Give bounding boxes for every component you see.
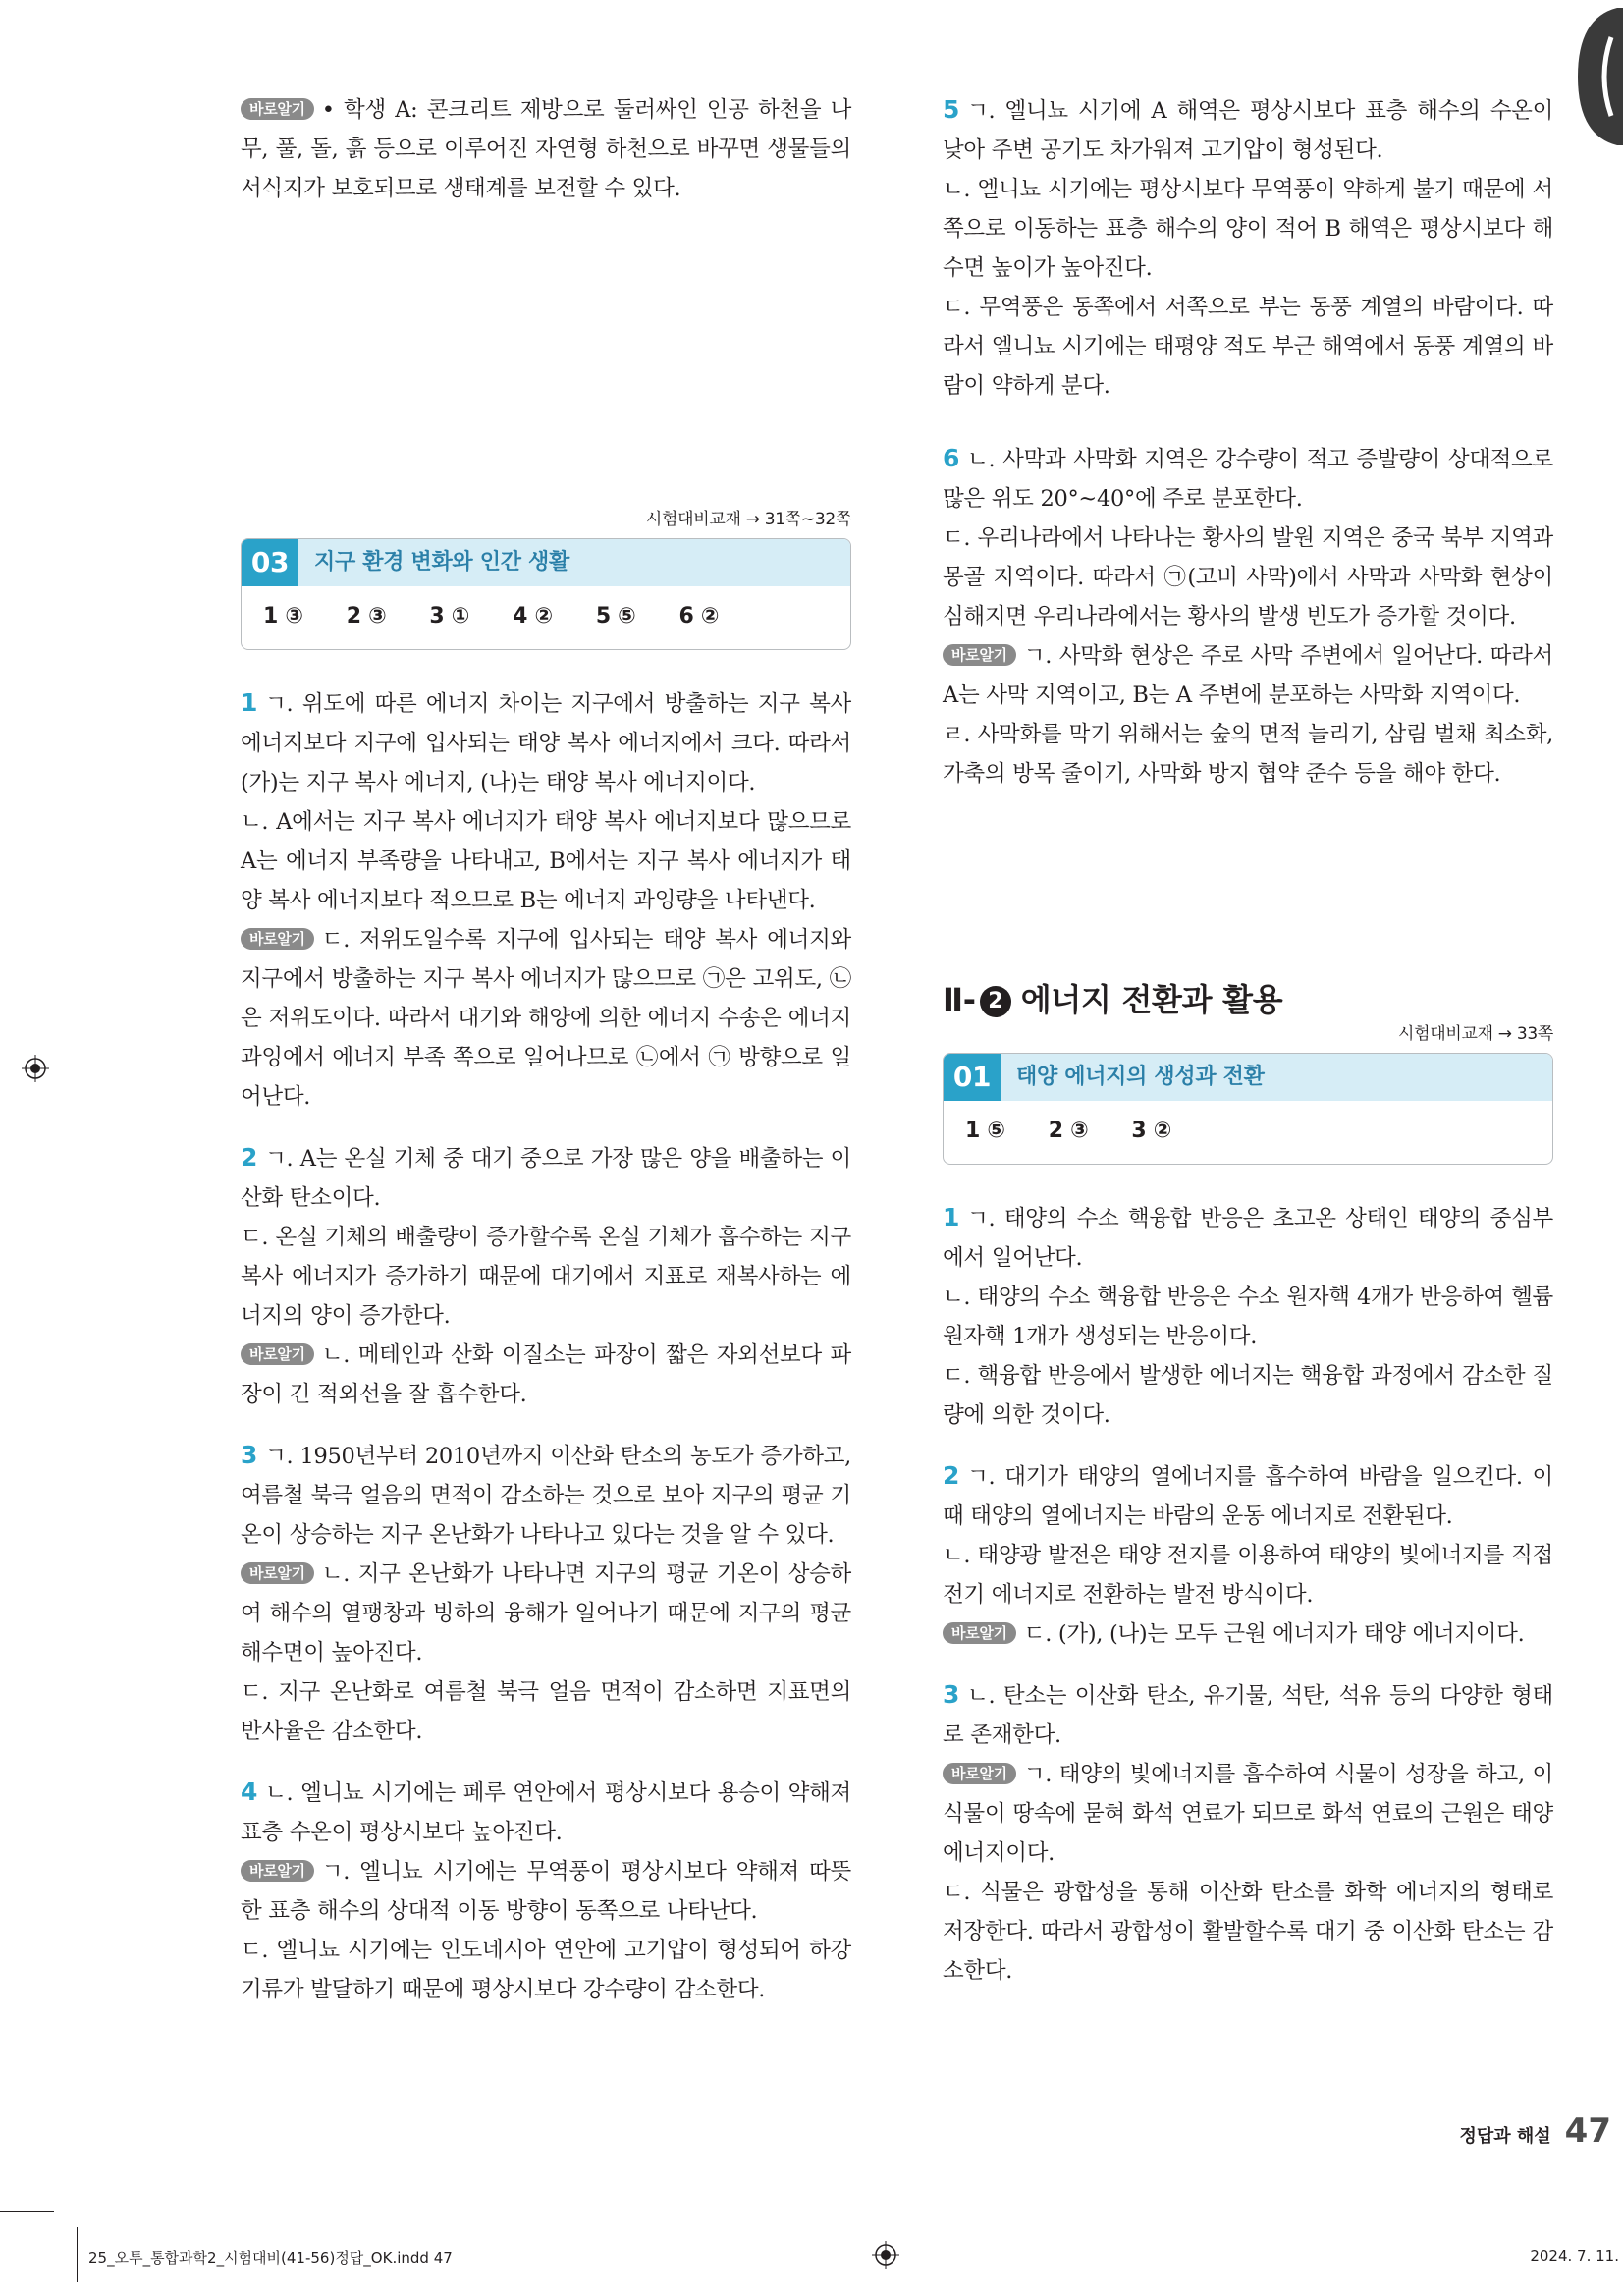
section-header (242, 539, 850, 586)
crop-line (77, 2227, 78, 2282)
explanation-s2: 2 ㄱ. 대기가 태양의 열에너지를 흡수하여 바람을 일으킨다. 이때 태양의 열에너지는 바람의 운동 에너지로 전환된다. ㄴ. 태양광 발전은 태양 전지를 이용하여 태양의 빛에너지를 직접 전기 에너지로 전환하는 발전 방식이다. 바로알기 ㄷ. (가), (나)는 모두 근원 에너지가 태양 에너지이다. (943, 1461, 1553, 1647)
explanation-q2: 2 ㄱ. A는 온실 기체 중 대기 중으로 가장 많은 양을 배출하는 이산화 탄소이다. ㄷ. 온실 기체의 배출량이 증가할수록 온실 기체가 흡수하는 지구 복사 에너지가 증가하기 때문에 대기에서 지표로 재복사하는 에너지의 양이 증가한다. 바로알기 ㄴ. 메테인과 산화 이질소는 파장이 짧은 자외선보다 파장이 긴 적외선을 잘 흡수한다. (241, 1143, 851, 1407)
explanation-q1: 1 ㄱ. 위도에 따른 에너지 차이는 지구에서 방출하는 지구 복사 에너지보다 지구에 입사되는 태양 복사 에너지에서 크다. 따라서 (가)는 지구 복사 에너지, (나)는 태양 복사 에너지이다. ㄴ. A에서는 지구 복사 에너지가 태양 복사 에너지보다 많으므로 A는 에너지 부족량을 나타내고, B에서는 지구 복사 에너지가 태양 복사 에너지보다 적으므로 B는 에너지 과잉량을 나타낸다. 바로알기 ㄷ. 저위도일수록 지구에 입사되는 태양 복사 에너지와 지구에서 방출하는 지구 복사 에너지가 많으므로 ㉠은 고위도, ㉡은 저위도이다. 따라서 대기와 해양에 의한 에너지 수송은 에너지 과잉에서 에너지 부족 쪽으로 일어나므로 ㉡에서 ㉠ 방향으로 일어난다. (241, 688, 851, 1110)
spacer (943, 815, 1553, 978)
answer-section-03 (241, 538, 851, 650)
correction-tag: 바로알기 (241, 1562, 314, 1584)
question-number: 4 (241, 1777, 258, 1806)
answer-item: 6 ② (678, 604, 720, 629)
explanation-s3: 3 ㄴ. 탄소는 이산화 탄소, 유기물, 석탄, 석유 등의 다양한 형태로 존재한다. 바로알기 ㄱ. 태양의 빛에너지를 흡수하여 식물이 성장을 하고, 이 식물이 땅속에 묻혀 화석 연료가 되므로 화석 연료의 근원은 태양 에너지이다. ㄷ. 식물은 광합성을 통해 이산화 탄소를 화학 에너지의 형태로 저장한다. 따라서 광합성이 활발할수록 대기 중 이산화 탄소는 감소한다. (943, 1680, 1553, 1984)
question-number: 3 (241, 1441, 258, 1469)
registration-mark-icon (872, 2241, 899, 2269)
answer-item: 2 ③ (346, 604, 387, 629)
registration-mark-icon (22, 1055, 49, 1082)
left-column (241, 90, 851, 2031)
section-number: 03 (242, 539, 298, 586)
page-footer (1459, 2111, 1611, 2151)
section-title: 지구 환경 변화와 인간 생활 (314, 550, 569, 574)
correction-tag: 바로알기 (241, 928, 314, 950)
answer-item: 3 ② (1131, 1119, 1172, 1143)
correction-tag: 바로알기 (943, 1763, 1016, 1784)
question-number: 2 (943, 1461, 960, 1490)
question-number: 3 (943, 1680, 960, 1709)
answer-key-row (944, 1101, 1552, 1164)
explanation-q4: 4 ㄴ. 엘니뇨 시기에는 페루 연안에서 평상시보다 용승이 약해져 표층 수온이 평상시보다 높아진다. 바로알기 ㄱ. 엘니뇨 시기에는 무역풍이 평상시보다 약해져 따뜻한 표층 해수의 상대적 이동 방향이 동쪽으로 나타난다. ㄷ. 엘니뇨 시기에는 인도네시아 연안에 고기압이 형성되어 하강 기류가 발달하기 때문에 평상시보다 강수량이 감소한다. (241, 1777, 851, 2002)
question-number: 1 (943, 1203, 960, 1231)
print-slug-file: 25_오투_통합과학2_시험대비(41-56)정답_OK.indd 47 (88, 2249, 453, 2267)
footer-label: 정답과 해설 (1459, 2126, 1551, 2147)
corner-tab-badge (1578, 8, 1623, 145)
correction-tag: 바로알기 (943, 1622, 1016, 1644)
explanation-q3: 3 ㄱ. 1950년부터 2010년까지 이산화 탄소의 농도가 증가하고, 여름철 북극 얼음의 면적이 감소하는 것으로 보아 지구의 평균 기온이 상승하는 지구 온난화가 나타나고 있다는 것을 알 수 있다. 바로알기 ㄴ. 지구 온난화가 나타나면 지구의 평균 기온이 상승하여 해수의 열팽창과 빙하의 융해가 일어나기 때문에 지구의 평균 해수면이 높아진다. ㄷ. 지구 온난화로 여름철 북극 얼음 면적이 감소하면 지표면의 반사율은 감소한다. (241, 1441, 851, 1744)
answer-item: 2 ③ (1048, 1119, 1089, 1143)
question-number: 2 (241, 1143, 258, 1172)
section-number: 01 (944, 1054, 1001, 1101)
answer-item: 1 ③ (263, 604, 303, 629)
answer-item: 3 ① (429, 604, 470, 629)
intro-explanation: 바로알기 • 학생 A: 콘크리트 제방으로 둘러싸인 인공 하천을 나무, 풀, 돌, 흙 등으로 이루어진 자연형 하천으로 바꾸면 생물들의 서식지가 보호되므로 생태계를 보전할 수 있다. (241, 97, 851, 201)
unit-title: Ⅱ- 2 에너지 전환과 활용 (943, 981, 1283, 1018)
reference-line: 시험대비교재 → 31쪽~32쪽 (645, 510, 851, 529)
explanation-q5: 5 ㄱ. 엘니뇨 시기에 A 해역은 평상시보다 표층 해수의 수온이 낮아 주변 공기도 차가워져 고기압이 형성된다. ㄴ. 엘니뇨 시기에는 평상시보다 무역풍이 약하게 불기 때문에 서쪽으로 이동하는 표층 해수의 양이 적어 B 해역은 평상시보다 해수면 높이가 높아진다. ㄷ. 무역풍은 동쪽에서 서쪽으로 부는 동풍 계열의 바람이다. 따라서 엘니뇨 시기에는 태평양 적도 부근 해역에서 동풍 계열의 바람이 약하게 분다. (943, 95, 1553, 399)
question-number: 1 (241, 688, 258, 717)
correction-tag: 바로알기 (241, 1860, 314, 1882)
reference-line: 시험대비교재 → 33쪽 (1397, 1024, 1553, 1044)
explanation-q6: 6 ㄴ. 사막과 사막화 지역은 강수량이 적고 증발량이 상대적으로 많은 위도 20°~40°에 주로 분포한다. ㄷ. 우리나라에서 나타나는 황사의 발원 지역은 중국 북부 지역과 몽골 지역이다. 따라서 ㉠(고비 사막)에서 사막과 사막화 현상이 심해지면 우리나라에서는 황사의 발생 빈도가 증가할 것이다. 바로알기 ㄱ. 사막화 현상은 주로 사막 주변에서 일어난다. 따라서 A는 사막 지역이고, B는 A 주변에 분포하는 사막화 지역이다. ㄹ. 사막화를 막기 위해서는 숲의 면적 늘리기, 삼림 벌채 최소화, 가축의 방목 줄이기, 사막화 방지 협약 준수 등을 해야 한다. (943, 444, 1553, 787)
unit-number-circle: 2 (980, 986, 1011, 1017)
section-header (944, 1054, 1552, 1101)
print-slug-date: 2024. 7. 11. (1530, 2247, 1619, 2265)
crop-line (0, 2211, 54, 2212)
correction-tag: 바로알기 (241, 1343, 314, 1365)
correction-tag: 바로알기 (241, 98, 314, 120)
spacer (241, 230, 851, 507)
right-column (943, 90, 1553, 2012)
answer-item: 1 ⑤ (965, 1119, 1005, 1143)
answer-item: 4 ② (513, 604, 553, 629)
answer-key-row (242, 586, 850, 649)
explanation-s1: 1 ㄱ. 태양의 수소 핵융합 반응은 초고온 상태인 태양의 중심부에서 일어난다. ㄴ. 태양의 수소 핵융합 반응은 수소 원자핵 4개가 반응하여 헬륨 원자핵 1개가 생성되는 반응이다. ㄷ. 핵융합 반응에서 발생한 에너지는 핵융합 과정에서 감소한 질량에 의한 것이다. (943, 1203, 1553, 1428)
question-number: 5 (943, 95, 960, 124)
page-number: 47 (1564, 2111, 1611, 2151)
answer-item: 5 ⑤ (595, 604, 636, 629)
answer-section-01 (943, 1053, 1553, 1165)
question-number: 6 (943, 444, 960, 472)
section-title: 태양 에너지의 생성과 전환 (1016, 1065, 1265, 1089)
correction-tag: 바로알기 (943, 644, 1016, 666)
